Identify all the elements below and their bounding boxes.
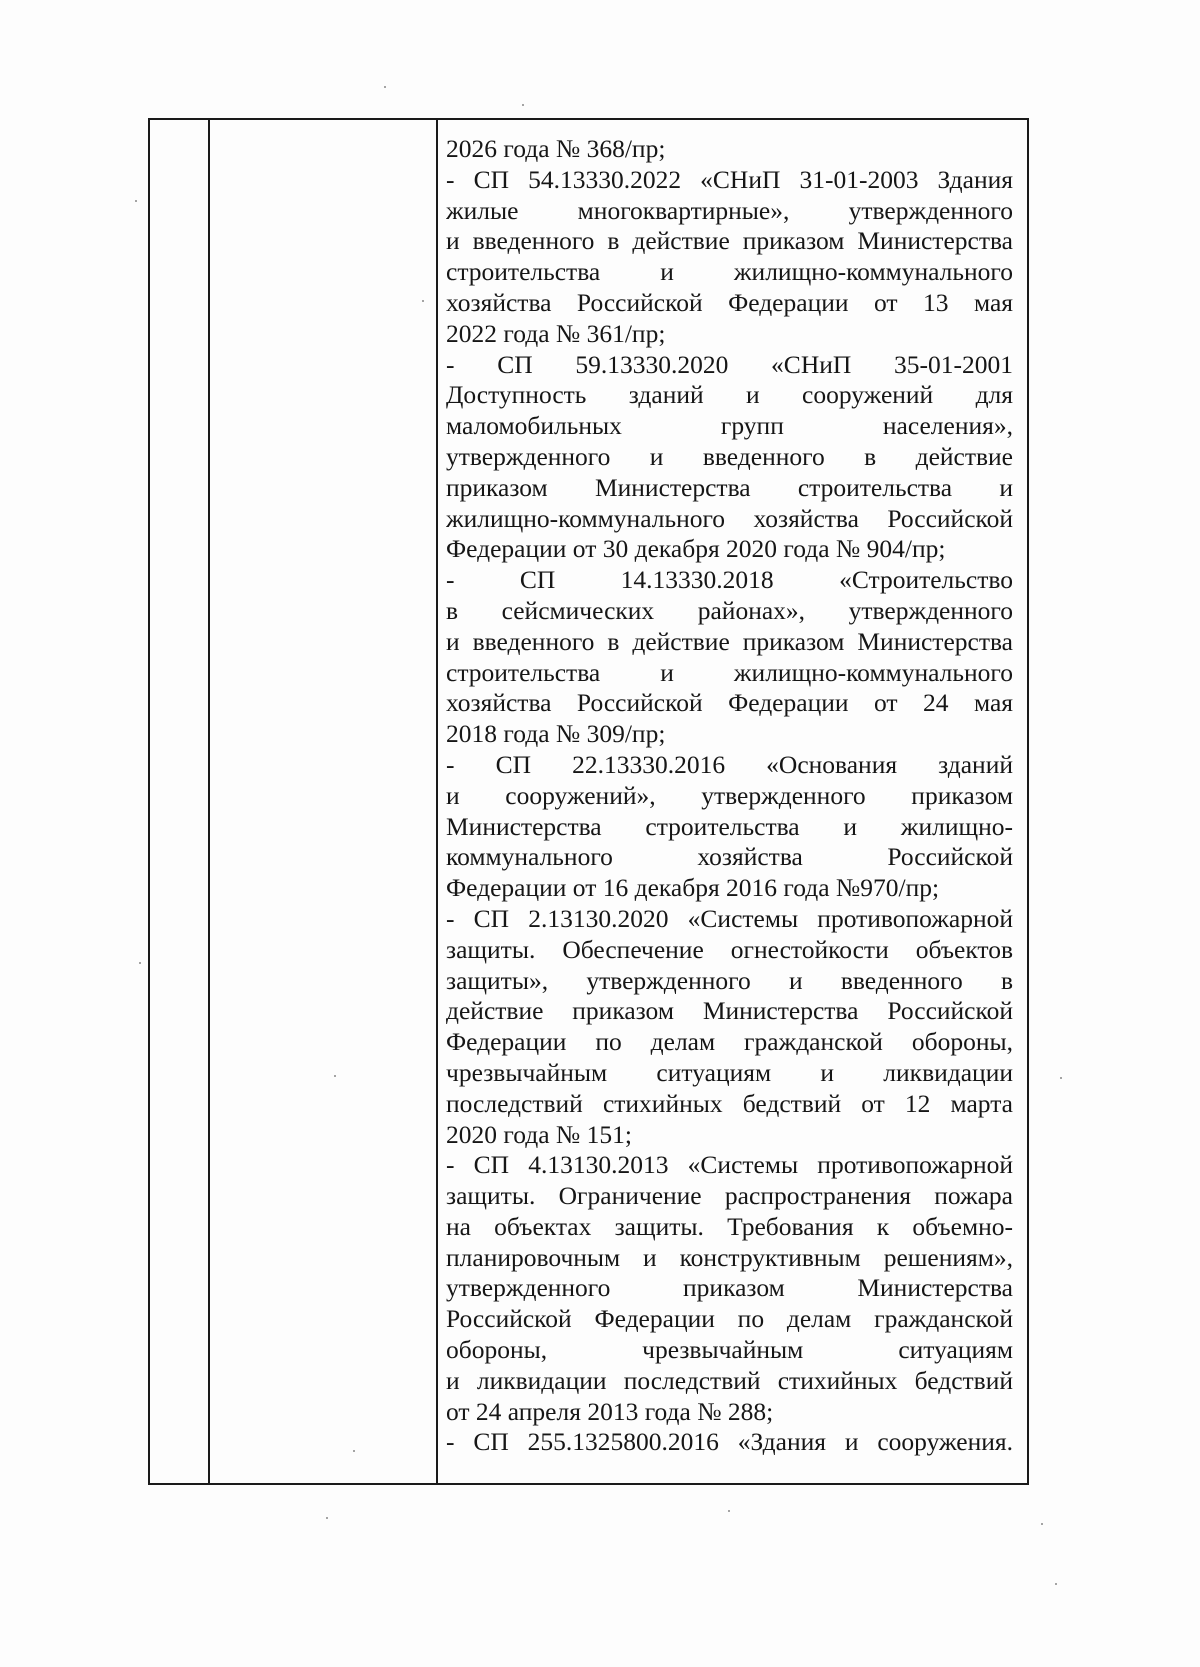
text-line: от 24 апреля 2013 года № 288; [446,1396,774,1426]
text-line: - СП 54.13330.2022 «СНиП 31-01-2003 Здания [446,164,1013,194]
text-line: Доступность зданий и сооружений для [446,380,1013,410]
text-line: жилые многоквартирные», утвержденного [446,195,1013,225]
text-line: на объектах защиты. Требования к объемно- [446,1211,1013,1241]
scan-speck [135,200,137,202]
text-line: планировочным и конструктивным решениям», [446,1242,1013,1272]
scan-speck [139,962,141,964]
text-line: обороны, чрезвычайным ситуациям [446,1335,1013,1365]
text-line: строительства и жилищно-коммунального [446,257,1013,287]
text-line: защиты», утвержденного и введенного в [446,965,1013,995]
scan-speck [728,1510,730,1512]
text-line: - СП 2.13130.2020 «Системы противопожарной [446,903,1013,933]
scan-speck [1055,1583,1057,1585]
text-line: - СП 4.13130.2013 «Системы противопожарной [446,1150,1013,1180]
table-column-content [438,120,1027,1483]
text-line: Федерации от 30 декабря 2020 года № 904/пр; [446,534,946,564]
text-line: Федерации по делам гражданской обороны, [446,1027,1013,1057]
text-line: 2022 года № 361/пр; [446,318,666,348]
scan-speck [422,300,424,302]
scan-speck [522,104,524,106]
text-line: строительства и жилищно-коммунального [446,657,1013,687]
scan-speck [1060,1077,1062,1079]
text-line: - СП 22.13330.2016 «Основания зданий [446,749,1013,779]
text-line: хозяйства Российской Федерации от 13 мая [446,287,1013,317]
text-line: и сооружений», утвержденного приказом [446,780,1013,810]
text-line: 2018 года № 309/пр; [446,719,666,749]
text-line: 2026 года № 368/пр; [446,134,666,163]
text-line: хозяйства Российской Федерации от 24 мая [446,688,1013,718]
text-line: Российской Федерации по делам гражданской [446,1304,1013,1334]
text-line: и введенного в действие приказом Министерства [446,226,1013,256]
scan-speck [326,1517,328,1519]
text-line: коммунального хозяйства Российской [446,842,1013,872]
text-line: - СП 255.1325800.2016 «Здания и сооружения. [446,1427,1013,1457]
scan-speck [1041,1523,1043,1525]
text-line: Министерства строительства и жилищно- [446,811,1013,841]
text-line: утвержденного и введенного в действие [446,441,1013,471]
text-line: Федерации от 16 декабря 2016 года №970/пр; [446,873,940,903]
document-table [148,118,1029,1485]
text-line: утвержденного приказом Министерства [446,1273,1013,1303]
text-line: защиты. Обеспечение огнестойкости объектов [446,934,1013,964]
scan-speck [384,86,386,88]
text-line: 2020 года № 151; [446,1119,632,1149]
text-line: чрезвычайным ситуациям и ликвидации [446,1057,1013,1087]
text-line: в сейсмических районах», утвержденного [446,595,1013,625]
text-line: маломобильных групп населения», [446,411,1013,441]
scan-speck [334,1075,336,1077]
text-line: - СП 59.13330.2020 «СНиП 35-01-2001 [446,349,1013,379]
text-line: - СП 14.13330.2018 «Строительство [446,565,1013,595]
text-line: и введенного в действие приказом Министерства [446,626,1013,656]
table-column-name [210,120,438,1483]
text-line: действие приказом Министерства Российской [446,996,1013,1026]
text-line: приказом Министерства строительства и [446,472,1013,502]
text-line: защиты. Ограничение распространения пожара [446,1181,1013,1211]
text-line: жилищно-коммунального хозяйства Российской [446,503,1013,533]
text-line: последствий стихийных бедствий от 12 марта [446,1088,1013,1118]
scan-speck [353,1450,355,1452]
table-column-number [150,120,210,1483]
text-line: и ликвидации последствий стихийных бедствий [446,1365,1013,1395]
